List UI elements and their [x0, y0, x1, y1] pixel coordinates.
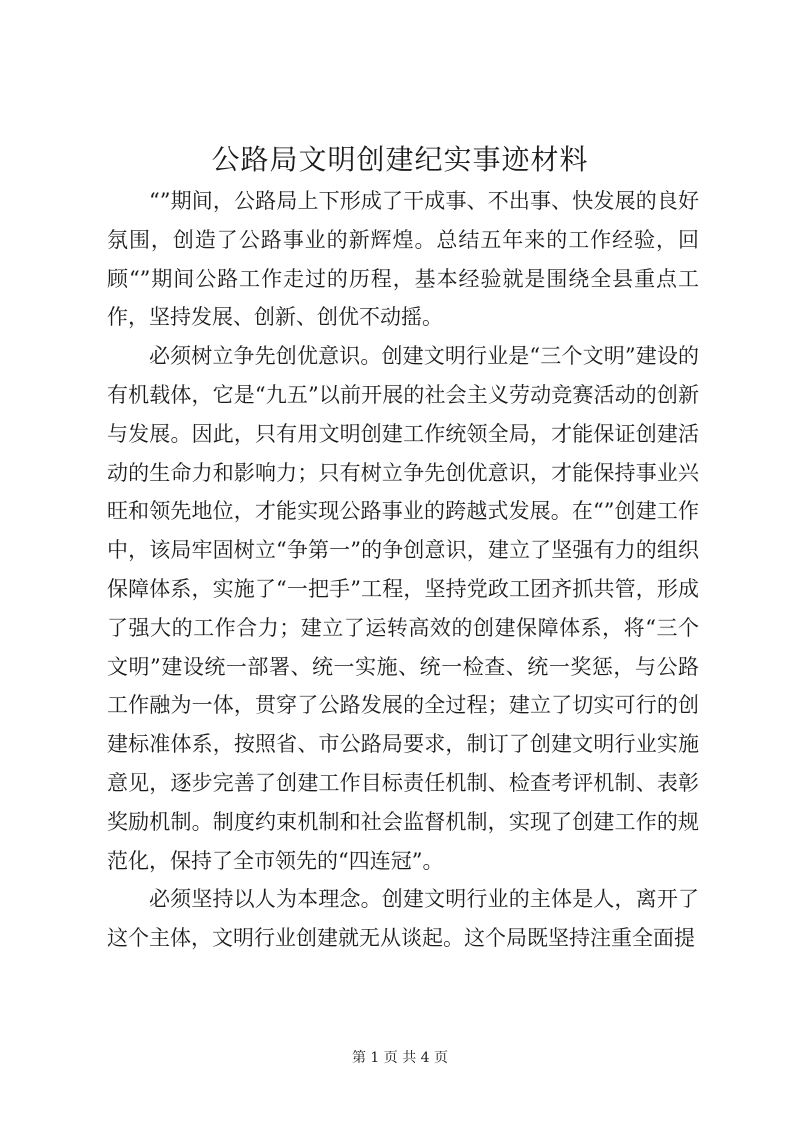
- paragraph: 必须坚持以人为本理念。创建文明行业的主体是人，离开了这个主体，文明行业创建就无从谈起。这个局既坚持注重全面提: [107, 887, 699, 951]
- document-body: [107, 182, 699, 958]
- paragraph: “”期间，公路局上下形成了干成事、不出事、快发展的良好氛围，创造了公路事业的新辉煌。总结五年来的工作经验，回顾“”期间公路工作走过的历程，基本经验就是围绕全县重点工作，坚持发展、创新、创优不动摇。: [107, 189, 699, 330]
- paragraph: 必须树立争先创优意识。创建文明行业是“三个文明”建设的有机载体，它是“九五”以前开展的社会主义劳动竞赛活动的创新与发展。因此，只有用文明创建工作统领全局，才能保证创建活动的生命力和影响力；只有树立争先创优意识，才能保持事业兴旺和领先地位，才能实现公路事业的跨越式发展。在“”创建工作中，该局牢固树立“争第一”的争创意识，建立了坚强有力的组织保障体系，实施了“一把手”工程，坚持党政工团齐抓共管，形成了强大的工作合力；建立了运转高效的创建保障体系，将“三个文明”建设统一部署、统一实施、统一检查、统一奖惩，与公路工作融为一体，贯穿了公路发展的全过程；建立了切实可行的创建标准体系，按照省、市公路局要求，制订了创建文明行业实施意见，逐步完善了创建工作目标责任机制、检查考评机制、表彰奖励机制。制度约束机制和社会监督机制，实现了创建工作的规范化，保持了全市领先的“四连冠”。: [107, 344, 699, 873]
- document-title: 公路局文明创建纪实事迹材料: [211, 143, 589, 176]
- page-footer: 第 1 页 共 4 页: [351, 1050, 449, 1066]
